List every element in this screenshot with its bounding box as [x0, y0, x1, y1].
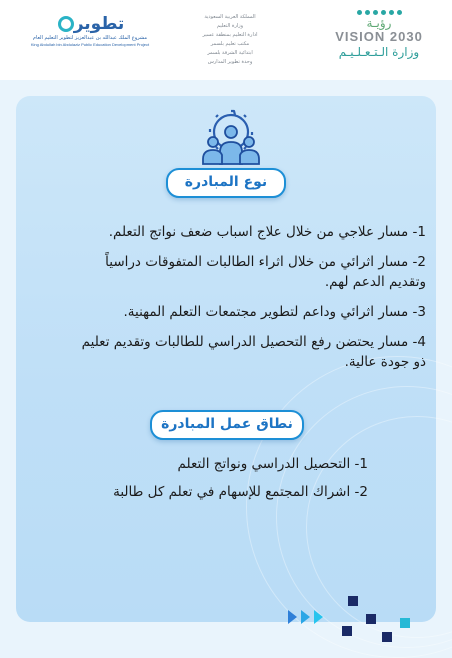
- vision-2030-logo: [320, 10, 438, 60]
- section-title-initiative-type: نوع المبادرة: [166, 168, 286, 198]
- list-item: 3- مسار اثرائي وداعم لتطوير مجتمعات التعلم المهنية.: [123, 304, 426, 320]
- corner-square: [400, 618, 410, 628]
- initiative-type-list: [26, 222, 426, 372]
- chevrons-right-icon: [286, 606, 330, 628]
- vision-ar: رؤيـة: [366, 16, 392, 30]
- tatweer-ar-sub: مشروع الملك عبدالله بن عبدالعزيز لتطوير التعليم العام: [32, 35, 148, 41]
- ministry-line: وزارة التعليم: [216, 23, 244, 29]
- tatweer-en-sub: King Abdullah bin Abdulaziz Public Education Development Project: [30, 42, 150, 47]
- list-item: 2- مسار اثرائي من خلال اثراء الطالبات المتفوقات دراسياً وتقديم الدعم لهم.: [105, 254, 426, 290]
- ministry-line: المملكة العربية السعودية: [204, 14, 256, 20]
- ministry-lines: [180, 13, 280, 67]
- corner-square: [382, 632, 392, 642]
- tatweer-name: تطوير: [73, 14, 125, 34]
- ministry-logo-text: وزارة الـتـعـلـيـم: [338, 45, 420, 59]
- header-bar: [0, 0, 452, 80]
- ministry-line: وحدة تطوير المدارس: [207, 59, 253, 65]
- initiative-scope-list: [26, 454, 368, 502]
- list-item: 2- اشراك المجتمع للإسهام في تعلم كل طالبة: [113, 484, 368, 500]
- people-gear-icon: [198, 106, 264, 172]
- corner-square: [348, 596, 358, 606]
- ministry-line: مكتب تعليم بلسمر: [210, 41, 250, 47]
- list-item: 1- مسار علاجي من خلال علاج اسباب ضعف نواتج التعلم.: [108, 224, 426, 240]
- corner-square: [342, 626, 352, 636]
- ministry-logo-dots: [320, 10, 438, 15]
- corner-square: [366, 614, 376, 624]
- list-item: 4- مسار يحتضن رفع التحصيل الدراسي للطالبات وتقديم تعليم ذو جودة عالية.: [81, 334, 426, 370]
- list-item: 1- التحصيل الدراسي ونواتج التعلم: [177, 456, 368, 472]
- vision-en: VISION: [335, 29, 386, 44]
- section-title-initiative-scope: نطاق عمل المبادرة: [150, 410, 304, 440]
- corner-squares-icon: [338, 588, 448, 640]
- ministry-line: ادارة التعليم بمنطقة عسير: [202, 32, 258, 38]
- vision-year: 2030: [389, 29, 423, 44]
- tatweer-ring-icon: [58, 16, 74, 32]
- tatweer-logo: [20, 14, 160, 48]
- ministry-line: ابتدائية الشرفة بلسمر: [207, 50, 253, 56]
